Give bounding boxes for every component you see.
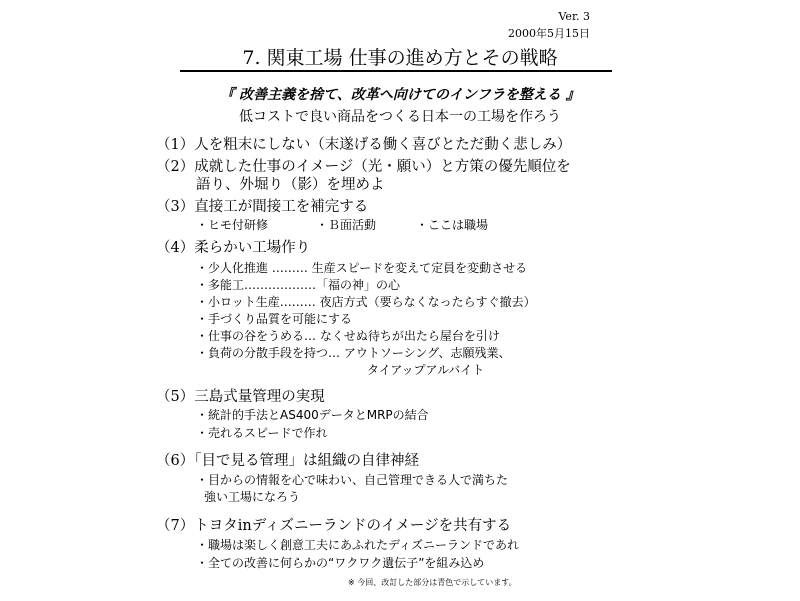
section-4-item: ・負荷の分散手段を持つ… アウトソーシング、志願残業、 bbox=[196, 346, 511, 360]
section-6-item: ・目からの情報を心で味わい、自己管理できる人で満ちた bbox=[196, 473, 509, 487]
subslogan: 低コストで良い商品をつくる日本一の工場を作ろう bbox=[239, 109, 561, 125]
section-5-item: ・売れるスピードで作れ bbox=[196, 426, 328, 440]
section-6-item: 強い工場になろう bbox=[204, 490, 301, 504]
section-7-item: ・全ての改善に何らかの“ワクワク遺伝子”を組み込め bbox=[196, 556, 485, 570]
title-underline bbox=[180, 70, 612, 72]
section-4-item: ・小ロット生産……… 夜店方式（要らなくなったらすぐ撤去） bbox=[196, 295, 536, 309]
section-6-heading: （6）「目で見る管理」は組織の自律神経 bbox=[156, 453, 419, 469]
section-3-item: ・Ｂ面活動 bbox=[316, 218, 377, 232]
section-2-heading: （2）成就した仕事のイメージ（光・願い）と方策の優先順位を bbox=[156, 159, 571, 175]
footnote: ※ 今回、改訂した部分は青色で示しています。 bbox=[348, 578, 517, 587]
date-label: 2000年5月15日 bbox=[508, 27, 590, 40]
section-7-heading: （7）トヨタinディズニーランドのイメージを共有する bbox=[156, 518, 512, 534]
section-3-heading: （3）直接工が間接工を補完する bbox=[156, 199, 369, 215]
section-5-heading: （5）三島式量管理の実現 bbox=[156, 389, 325, 405]
section-4-item: ・多能工………………「福の神」の心 bbox=[196, 278, 401, 292]
section-4-heading: （4）柔らかい工場作り bbox=[156, 240, 311, 256]
page-title: 7. 関東工場 仕事の進め方とその戦略 bbox=[242, 47, 558, 69]
section-1-heading: （1）人を粗末にしない（末遂げる働く喜びとただ動く悲しみ） bbox=[156, 137, 572, 153]
section-5-item: ・統計的手法とAS400データとMRPの結合 bbox=[196, 408, 429, 422]
section-2-heading-cont: 語り、外堀り（影）を埋めよ bbox=[196, 177, 385, 193]
section-3-item: ・ヒモ付研修 bbox=[196, 218, 269, 232]
version-label: Ver. 3 bbox=[558, 10, 590, 23]
section-4-item: ・仕事の谷をうめる… なくせぬ待ちが出たら屋台を引け bbox=[196, 329, 500, 343]
section-4-item: ・手づくり品質を可能にする bbox=[196, 312, 353, 326]
section-7-item: ・職場は楽しく創意工夫にあふれたディズニーランドであれ bbox=[196, 538, 520, 552]
section-4-item: ・少人化推進 ……… 生産スピードを変えて定員を変動させる bbox=[196, 261, 528, 275]
section-4-item: タイアップアルバイト bbox=[367, 363, 485, 377]
section-3-item: ・ここは職場 bbox=[416, 218, 489, 232]
slogan: 『 改善主義を捨て、改革へ向けてのインフラを整える 』 bbox=[220, 87, 580, 103]
